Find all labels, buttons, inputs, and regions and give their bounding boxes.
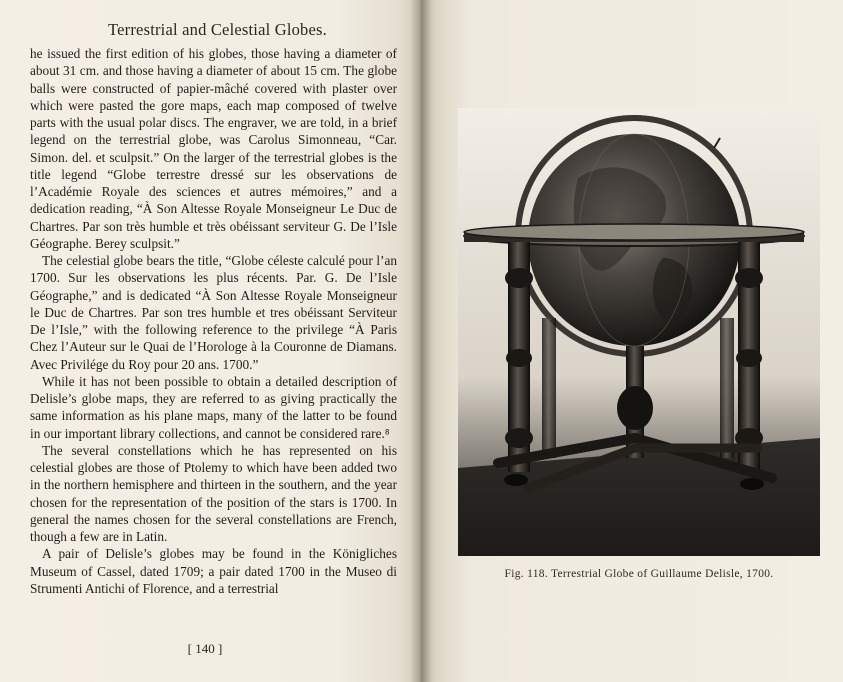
running-head: Terrestrial and Celestial Globes. <box>108 20 327 39</box>
paragraph-5: A pair of Delisle’s globes may be found in the Königliches Museum of Cassel, dated 1709; a pair dated 1700 in the Museo di Strumenti Antichi of Florence, and a terrestrial <box>30 546 397 596</box>
page-number: [ 140 ] <box>187 641 223 656</box>
foot-right <box>740 478 764 490</box>
foot-left <box>504 474 528 486</box>
figure-caption: Fig. 118. Terrestrial Globe of Guillaume Delisle, 1700. <box>504 568 774 580</box>
body-text <box>30 45 397 597</box>
paragraph-4: The several constellations which he has represented on his celestial globes are those of Ptolemy to which have been added two in the northern hemisphere and thirteen in the southern, and the year chosen for the representation of the position of the stars is 1700. In general the names chosen for the several constellations are French, though a few are in Latin. <box>30 442 397 544</box>
horizon-ring-top <box>464 224 804 240</box>
leg-knob-left-1 <box>505 268 533 288</box>
globe-illustration <box>458 108 820 556</box>
leg-knob-right-2 <box>736 349 762 367</box>
paragraph-2: The celestial globe bears the title, “Globe céleste calculé pour l’an 1700. Sur les observations les plus récents. Par. G. De l’Isle Géographe,” and is dedicated “À Son Altesse Royale Monseigneur le Duc de Chartres. Par son tres humble et tres obéissant Serviteur De l’Isle,” with the following reference to the privilege “À Paris Chez l’Auteur sur le Quai de l’Horologe à la Couronne de Diamans. Avec Privilége du Roy pour 20 ans. 1700.” <box>30 253 397 372</box>
leg-knob-left-2 <box>506 349 532 367</box>
paragraph-1: he issued the first edition of his globes, those having a diameter of about 31 cm. and those having a diameter of about 15 cm. The globe balls were constructed of papier-mâché covered with plaster over which were pasted the gore maps, each map composed of twelve parts with the usual polar discs. The engraver, we are told, in a brief legend on the terrestrial globe, was Carolus Simonneau, “Car. Simon. del. et sculpsit.” On the larger of the terrestrial globes is the title legend “Globe terrestre dressé sur les observations de l’Académie Royale des sciences et autres mémoires,” and a dedication reading, “À Son Altesse Royale Monseigneur Le Duc de Chartres. Par son très humble et très obéissant serviteur G. De l’Isle Géographe. Berey sculpsit.” <box>30 46 397 251</box>
leg-knob-left-3 <box>505 428 533 448</box>
paragraph-3: While it has not been possible to obtain a detailed description of Delisle’s globe maps, they are referred to as giving practically the same information as his plane maps, many of the latter to be found in our important library collections, and cannot be considered rare.⁸ <box>30 373 397 441</box>
stand-leg-back-left <box>542 318 556 458</box>
stand-leg-back-right <box>720 318 734 458</box>
left-page <box>0 0 420 682</box>
leg-knob-right-1 <box>735 268 763 288</box>
center-column-knob <box>617 386 653 430</box>
book-gutter <box>410 0 432 682</box>
